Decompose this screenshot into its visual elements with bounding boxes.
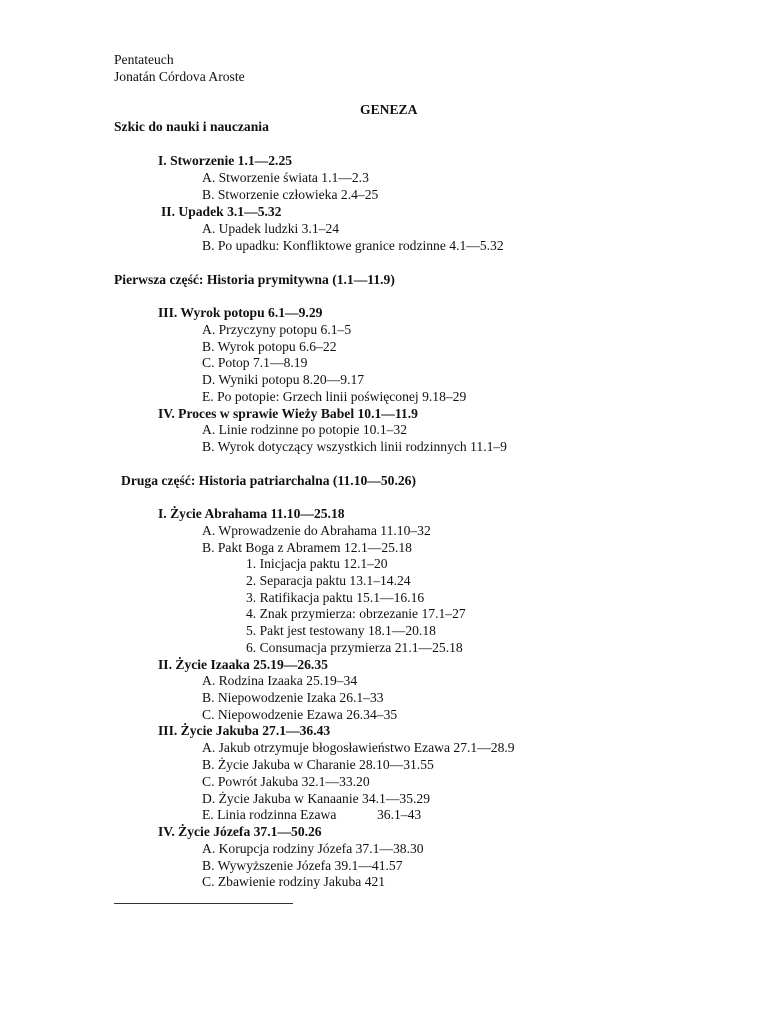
outline-item: A. Przyczyny potopu 6.1–5 xyxy=(202,322,352,337)
outline-item-reference: 36.1–43 xyxy=(377,807,422,822)
outline-item: A. Wprowadzenie do Abrahama 11.10–32 xyxy=(202,523,431,538)
outline-subitem: 1. Inicjacja paktu 12.1–20 xyxy=(246,556,388,571)
footnote-separator xyxy=(114,903,293,904)
section-heading-babel: IV. Proces w sprawie Wieży Babel 10.1—11.9 xyxy=(158,406,418,421)
outline-subitem: 5. Pakt jest testowany 18.1—20.18 xyxy=(246,623,436,638)
outline-item: D. Wyniki potopu 8.20—9.17 xyxy=(202,372,365,387)
outline-item: B. Wyrok potopu 6.6–22 xyxy=(202,339,337,354)
section-heading-isaac: II. Życie Izaaka 25.19—26.35 xyxy=(158,657,328,672)
document-title: GENEZA xyxy=(360,102,418,117)
section-heading-fall: II. Upadek 3.1—5.32 xyxy=(161,204,282,219)
outline-item: E. Po potopie: Grzech linii poświęconej 9.18–29 xyxy=(202,389,467,404)
outline-item: C. Niepowodzenie Ezawa 26.34–35 xyxy=(202,707,398,722)
outline-subitem: 3. Ratifikacja paktu 15.1—16.16 xyxy=(246,590,425,605)
section-heading-joseph: IV. Życie Józefa 37.1—50.26 xyxy=(158,824,322,839)
outline-item: C. Powrót Jakuba 32.1—33.20 xyxy=(202,774,370,789)
outline-item: B. Wywyższenie Józefa 39.1—41.57 xyxy=(202,858,403,873)
section-heading-jacob: III. Życie Jakuba 27.1—36.43 xyxy=(158,723,331,738)
outline-item: C. Zbawienie rodziny Jakuba 421 xyxy=(202,874,386,889)
document-subtitle: Szkic do nauki i nauczania xyxy=(114,119,269,134)
outline-item: A. Rodzina Izaaka 25.19–34 xyxy=(202,673,358,688)
outline-item: A. Korupcja rodziny Józefa 37.1—38.30 xyxy=(202,841,424,856)
section-heading-abraham: I. Życie Abrahama 11.10—25.18 xyxy=(158,506,345,521)
section-heading-flood: III. Wyrok potopu 6.1—9.29 xyxy=(158,305,323,320)
outline-subitem: 6. Consumacja przymierza 21.1—25.18 xyxy=(246,640,463,655)
author-name: Jonatán Córdova Aroste xyxy=(114,69,245,84)
outline-item: D. Życie Jakuba w Kanaanie 34.1—35.29 xyxy=(202,791,431,806)
course-name: Pentateuch xyxy=(114,52,174,67)
outline-item: A. Linie rodzinne po potopie 10.1–32 xyxy=(202,422,408,437)
outline-item: B. Życie Jakuba w Charanie 28.10—31.55 xyxy=(202,757,434,772)
outline-item: B. Stworzenie człowieka 2.4–25 xyxy=(202,187,379,202)
outline-item: B. Wyrok dotyczący wszystkich linii rodzinnych 11.1–9 xyxy=(202,439,507,454)
outline-item: A. Stworzenie świata 1.1—2.3 xyxy=(202,170,369,185)
outline-subitem: 4. Znak przymierza: obrzezanie 17.1–27 xyxy=(246,606,466,621)
outline-item: B. Po upadku: Konfliktowe granice rodzinne 4.1—5.32 xyxy=(202,238,504,253)
outline-item: C. Potop 7.1—8.19 xyxy=(202,355,308,370)
part-heading-primeval: Pierwsza część: Historia prymitywna (1.1—11.9) xyxy=(114,272,395,287)
outline-item: E. Linia rodzinna Ezawa xyxy=(202,807,337,822)
outline-subitem: 2. Separacja paktu 13.1–14.24 xyxy=(246,573,411,588)
outline-item: A. Jakub otrzymuje błogosławieństwo Ezawa 27.1—28.9 xyxy=(202,740,515,755)
outline-item: B. Niepowodzenie Izaka 26.1–33 xyxy=(202,690,384,705)
part-heading-patriarchal: Druga część: Historia patriarchalna (11.10—50.26) xyxy=(121,473,416,488)
outline-item: B. Pakt Boga z Abramem 12.1—25.18 xyxy=(202,540,412,555)
outline-item: A. Upadek ludzki 3.1–24 xyxy=(202,221,340,236)
section-heading-creation: I. Stworzenie 1.1—2.25 xyxy=(158,153,293,168)
